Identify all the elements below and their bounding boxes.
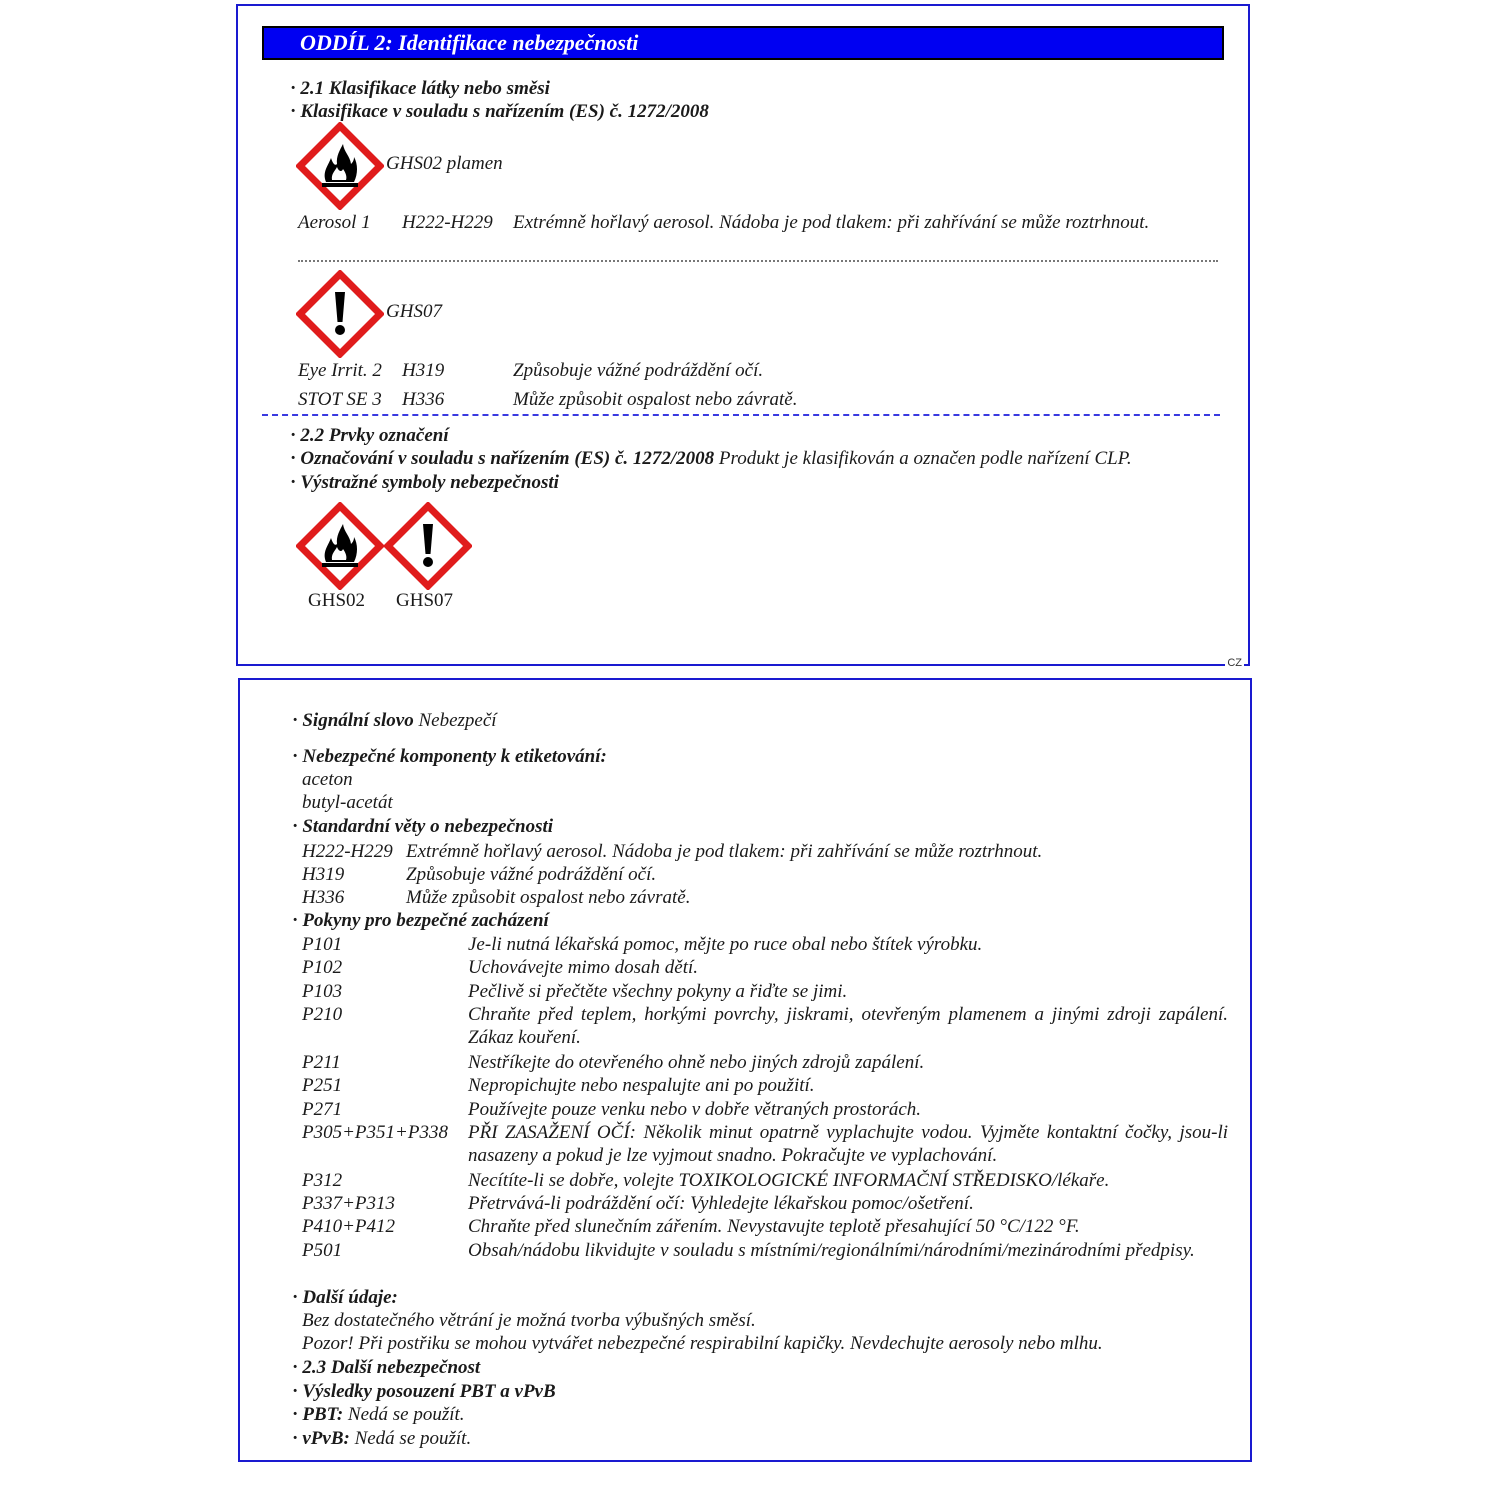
pbt-line: · PBT: Nedá se použít. — [292, 1404, 465, 1425]
eye-code: H319 — [402, 360, 445, 381]
heading-klasifikace: · Klasifikace v souladu s nařízením (ES) č. 1272/2008 — [290, 101, 709, 122]
p-code: P251 — [302, 1075, 343, 1096]
other-line: Bez dostatečného větrání je možná tvorba výbušných směsí. — [302, 1310, 756, 1331]
h-code: H319 — [302, 864, 345, 885]
footer-country-code: CZ — [1227, 657, 1242, 669]
heading-2-2: · 2.2 Prvky označení — [290, 425, 449, 446]
vpvb-line: · vPvB: Nedá se použít. — [292, 1428, 472, 1449]
p-text: Přetrvává-li podráždění očí: Vyhledejte lékařskou pomoc/ošetření. — [468, 1193, 974, 1214]
pictogram-caption-ghs07: GHS07 — [396, 590, 454, 611]
section-banner: ODDÍL 2: Identifikace nebezpečnosti — [262, 26, 1224, 60]
p-text: Nestříkejte do otevřeného ohně nebo jiných zdrojů zapálení. — [468, 1052, 925, 1073]
p-code: P101 — [302, 934, 343, 955]
heading-p-statements: · Pokyny pro bezpečné zacházení — [292, 910, 549, 931]
p-code: P305+P351+P338 — [302, 1122, 448, 1143]
heading-other: · Další údaje: — [292, 1287, 398, 1308]
h-text: Způsobuje vážné podráždění očí. — [406, 864, 657, 885]
p-text: Nepropichujte nebo nespalujte ani po použití. — [468, 1075, 815, 1096]
stot-text: Může způsobit ospalost nebo závratě. — [513, 389, 798, 410]
p-code: P410+P412 — [302, 1216, 396, 1237]
h-code: H222-H229 — [302, 841, 393, 862]
stot-category: STOT SE 3 — [298, 389, 382, 410]
ghs07-label: GHS07 — [386, 301, 442, 322]
heading-2-1: · 2.1 Klasifikace látky nebo směsi — [290, 78, 550, 99]
pictogram-exclamation-icon — [384, 502, 472, 590]
eye-text: Způsobuje vážné podráždění očí. — [513, 360, 764, 381]
heading-h-statements: · Standardní věty o nebezpečnosti — [292, 816, 554, 837]
p-code: P271 — [302, 1099, 343, 1120]
signal-word-line: · Signální slovo Nebezpečí — [292, 710, 497, 731]
ghs02-flame-icon — [296, 122, 384, 210]
p-text: Je-li nutná lékařská pomoc, mějte po ruce obal nebo štítek výrobku. — [468, 934, 983, 955]
p-code: P501 — [302, 1240, 343, 1261]
heading-pbt: · Výsledky posouzení PBT a vPvB — [292, 1381, 556, 1402]
eye-category: Eye Irrit. 2 — [298, 360, 382, 381]
heading-2-3: · 2.3 Další nebezpečnost — [292, 1357, 481, 1378]
h-text: Může způsobit ospalost nebo závratě. — [406, 887, 691, 908]
p-code: P312 — [302, 1170, 343, 1191]
pictogram-flame-icon — [296, 502, 384, 590]
aerosol-category: Aerosol 1 — [298, 212, 371, 233]
stot-code: H336 — [402, 389, 445, 410]
p-code: P102 — [302, 957, 343, 978]
oznaceni-line: · Označování v souladu s nařízením (ES) č. 1272/2008 Produkt je klasifikován a označen podle nařízení CLP. — [290, 448, 1132, 469]
aerosol-code: H222-H229 — [402, 212, 493, 233]
p-code: P210 — [302, 1004, 343, 1025]
p-text: Chraňte před teplem, horkými povrchy, jiskrami, otevřeným plamenem a jinými zdroji zapálení. Zákaz kouření. — [468, 1004, 1228, 1048]
aerosol-text: Extrémně hořlavý aerosol. Nádoba je pod tlakem: při zahřívání se může roztrhnout. — [513, 212, 1150, 233]
p-text: Chraňte před slunečním zářením. Nevystavujte teplotě přesahující 50 °C/122 °F. — [468, 1216, 1080, 1237]
component-item: butyl-acetát — [302, 792, 393, 813]
p-text: Necítíte-li se dobře, volejte TOXIKOLOGICKÉ INFORMAČNÍ STŘEDISKO/lékaře. — [468, 1170, 1110, 1191]
p-text: Používejte pouze venku nebo v dobře větraných prostorách. — [468, 1099, 922, 1120]
dashed-separator — [262, 414, 1220, 416]
p-text: Uchovávejte mimo dosah dětí. — [468, 957, 699, 978]
ghs02-label: GHS02 plamen — [386, 153, 503, 174]
pictogram-caption-ghs02: GHS02 — [308, 590, 366, 611]
h-code: H336 — [302, 887, 345, 908]
heading-components: · Nebezpečné komponenty k etiketování: — [292, 746, 607, 767]
ghs07-exclamation-icon — [296, 270, 384, 358]
p-text: PŘI ZASAŽENÍ OČÍ: Několik minut opatrně vyplachujte vodou. Vyjměte kontaktní čočky, jsou-li nasazeny a pokud je lze vyjmout snadno. Pokračujte ve vyplachování. — [468, 1122, 1228, 1166]
h-text: Extrémně hořlavý aerosol. Nádoba je pod tlakem: při zahřívání se může roztrhnout. — [406, 841, 1043, 862]
dotted-separator — [298, 260, 1218, 262]
p-code: P211 — [302, 1052, 341, 1073]
p-code: P337+P313 — [302, 1193, 396, 1214]
other-line: Pozor! Při postřiku se mohou vytvářet nebezpečné respirabilní kapičky. Nevdechujte aerosoly nebo mlhu. — [302, 1333, 1103, 1354]
p-text: Obsah/nádobu likvidujte v souladu s místními/regionálními/národními/mezinárodními předpisy. — [468, 1240, 1195, 1261]
component-item: aceton — [302, 769, 353, 790]
p-text: Pečlivě si přečtěte všechny pokyny a řiďte se jimi. — [468, 981, 848, 1002]
p-code: P103 — [302, 981, 343, 1002]
continuation-box — [238, 678, 1252, 1462]
heading-symboly: · Výstražné symboly nebezpečnosti — [290, 472, 559, 493]
section-2-box — [236, 4, 1250, 669]
